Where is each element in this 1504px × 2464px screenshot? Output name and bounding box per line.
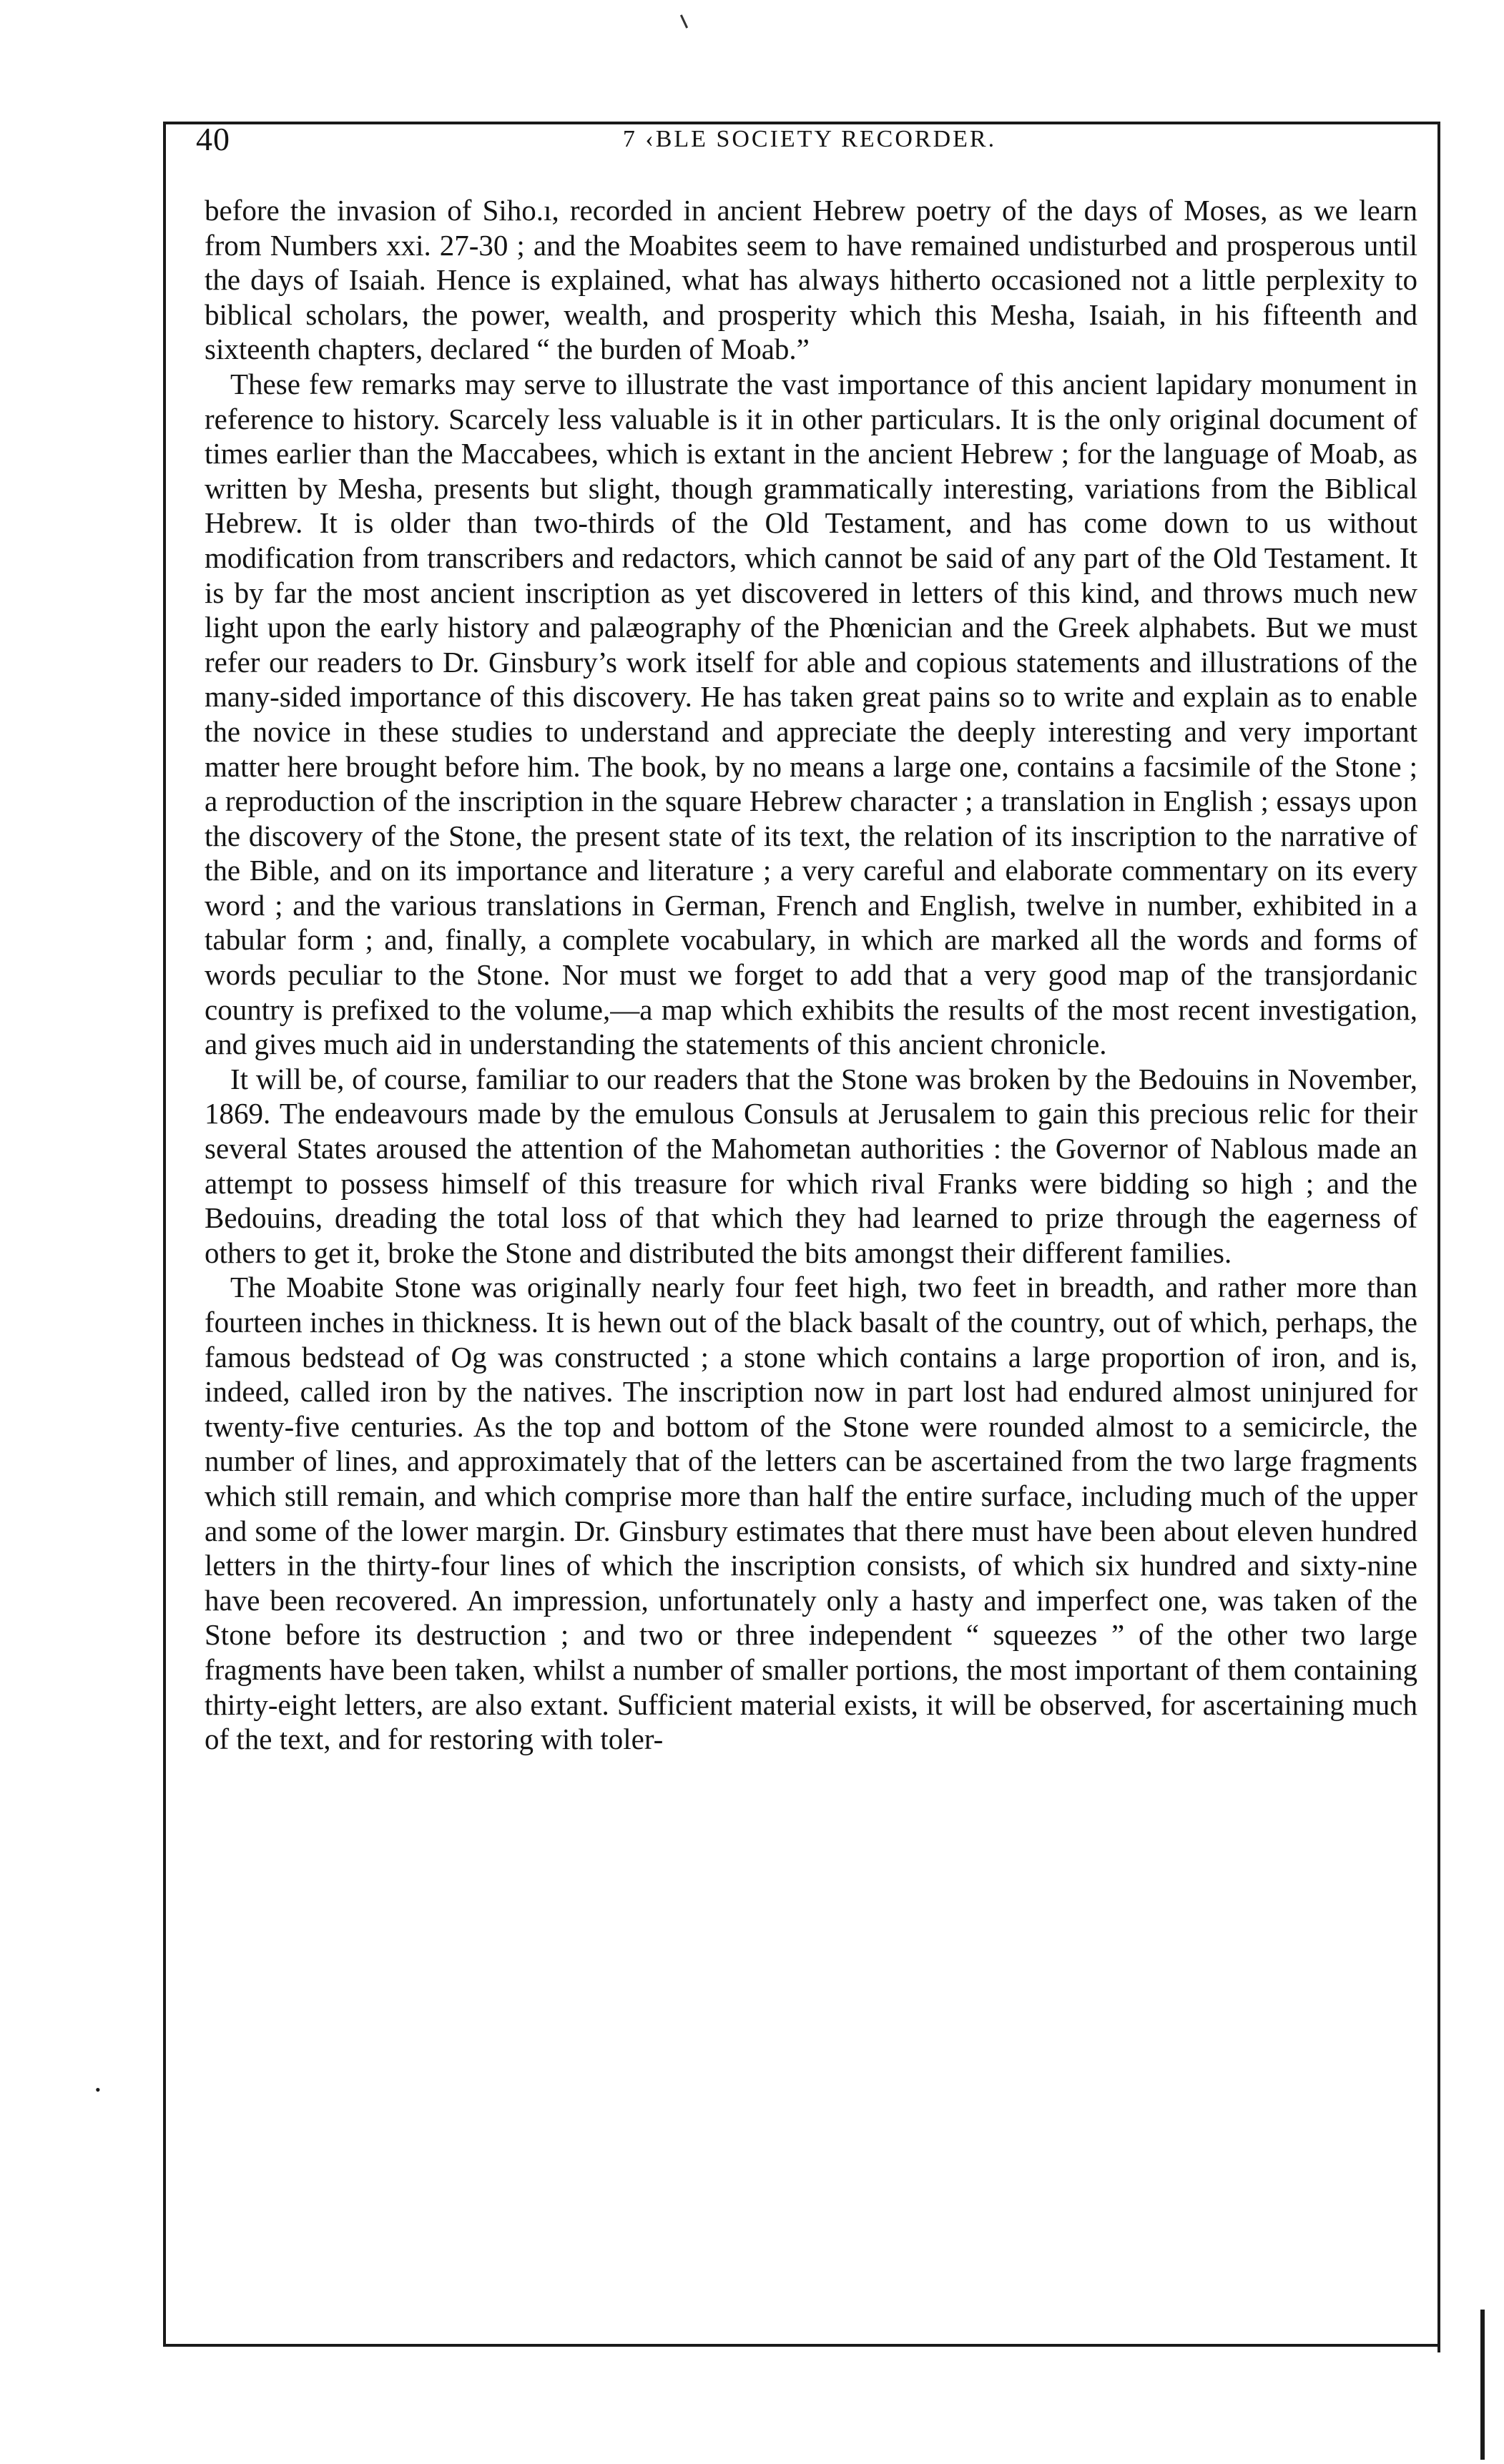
running-title: 7 ‹BLE SOCIETY RECORDER. <box>622 126 997 152</box>
article-body <box>205 193 1417 1757</box>
margin-dot: • <box>95 2081 101 2099</box>
paragraph-2: These few remarks may serve to illustrate the vast importance of this ancient lapidary monument in reference to history. Scarcely less valuable is it in other particulars. It is the only original document of times earlier than the Maccabees, which is extant in the ancient Hebrew ; for the language of Moab, as written by Mesha, presents but slight, though grammatically interesting, variations from the Biblical Hebrew. It is older than two-thirds of the Old Testament, and has come down to us without modification from transcribers and redactors, which cannot be said of any part of the Old Testament. It is by far the most ancient inscription as yet discovered in letters of this kind, and throws much new light upon the early history and palæography of the Phœnician and the Greek alphabets. But we must refer our readers to Dr. Ginsbury’s work itself for able and copious statements and illustrations of the many-sided importance of this discovery. He has taken great pains so to write and explain as to enable the novice in these studies to understand and appreciate the deeply interesting and very important matter here brought before him. The book, by no means a large one, contains a facsimile of the Stone ; a reproduction of the inscription in the square Hebrew character ; a translation in English ; essays upon the discovery of the Stone, the present state of its text, the relation of its inscription to the narrative of the Bible, and on its importance and literature ; a very careful and elaborate commentary on its every word ; and the various translations in German, French and English, twelve in number, exhibited in a tabular form ; and, finally, a complete vocabulary, in which are marked all the words and forms of words peculiar to the Stone. Nor must we forget to add that a very good map of the transjordanic country is prefixed to the volume,—a map which exhibits the results of the most recent investigation, and gives much aid in understanding the statements of this ancient chronicle. <box>205 367 1417 1061</box>
page-edge-mark <box>1480 2310 1485 2460</box>
paragraph-1: before the invasion of Siho.ı, recorded in ancient Hebrew poetry of the days of Moses, as we learn from Numbers xxi. 27-30 ; and the Moabites seem to have remained undisturbed and prosperous until the days of Isaiah. Hence is explained, what has always hitherto occasioned not a little perplexity to biblical scholars, the power, wealth, and prosperity which this Mesha, Isaiah, in his fifteenth and sixteenth chapters, declared “ the burden of Moab.” <box>205 194 1417 366</box>
page-frame-right-rule <box>1437 122 1440 2352</box>
paragraph-3: It will be, of course, familiar to our readers that the Stone was broken by the Bedouins in November, 1869. The endeavours made by the emulous Consuls at Jerusalem to gain this precious relic for their several States aroused the attention of the Mahometan authorities : the Governor of Nablous made an attempt to possess himself of this treasure for which rival Franks were bidding so high ; and the Bedouins, dreading the total loss of that which they had learned to prize through the eagerness of others to get it, broke the Stone and distributed the bits amongst their different families. <box>205 1062 1417 1269</box>
stray-tick-mark <box>680 14 688 28</box>
paragraph-4: The Moabite Stone was originally nearly four feet high, two feet in breadth, and rather more than fourteen inches in thickness. It is hewn out of the black basalt of the country, out of which, perhaps, the famous bedstead of Og was constructed ; a stone which contains a large proportion of iron, and is, indeed, called iron by the natives. The inscription now in part lost had endured almost uninjured for twenty-five centuries. As the top and bottom of the Stone were rounded almost to a semicircle, the number of lines, and approximately that of the letters can be ascertained from the two large fragments which still remain, and which comprise more than half the entire surface, including much of the upper and some of the lower margin. Dr. Ginsbury estimates that there must have been about eleven hundred letters in the thirty-four lines of which the inscription consists, of which six hundred and sixty-nine have been recovered. An impression, unfortunately only a hasty and imperfect one, was taken of the Stone before its destruction ; and two or three independent “ squeezes ” of the other two large fragments have been taken, whilst a number of smaller portions, the most important of them containing thirty-eight letters, are also extant. Sufficient material exists, it will be observed, for ascertaining much of the text, and for restoring with toler- <box>205 1271 1417 1756</box>
page-number: 40 <box>196 121 230 157</box>
page-header <box>196 120 1423 163</box>
page-frame-bottom-rule <box>163 2344 1440 2347</box>
page-frame-left-rule <box>163 122 166 2345</box>
